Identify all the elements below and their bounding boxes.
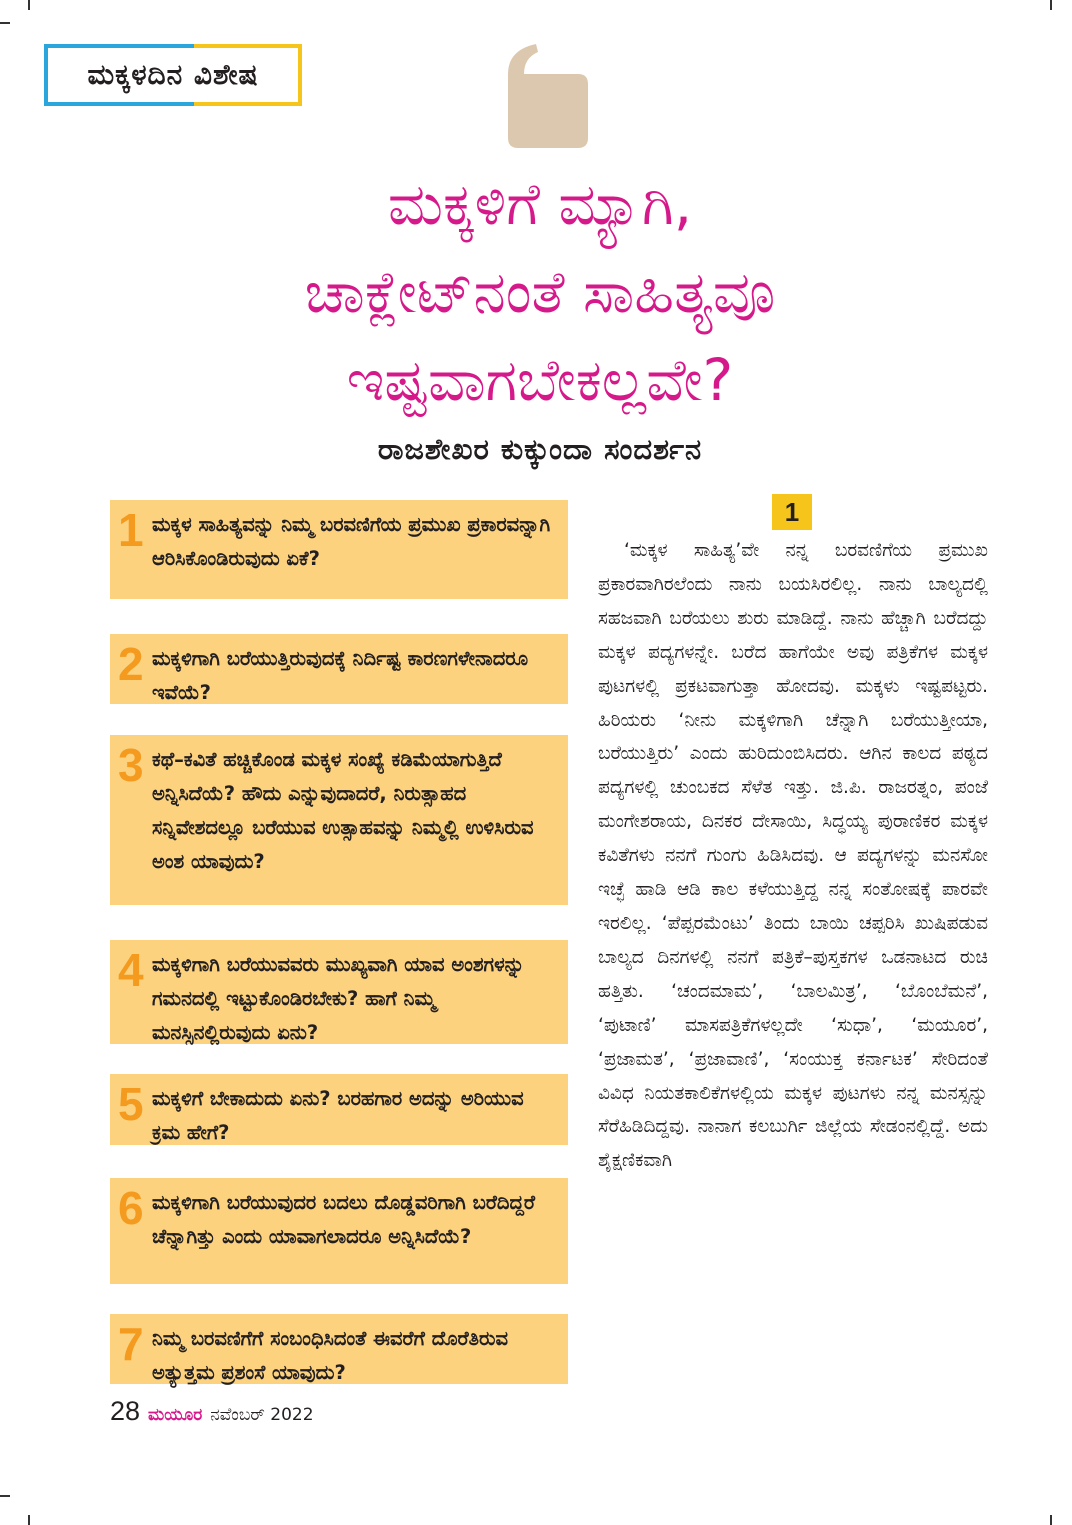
question-box [110, 940, 568, 1044]
question-number: 5 [118, 1078, 144, 1130]
question-number: 3 [118, 739, 144, 791]
question-box [110, 634, 568, 704]
question-number: 6 [118, 1182, 144, 1234]
question-text: ಕಥೆ–ಕವಿತೆ ಹಚ್ಚಿಕೊಂಡ ಮಕ್ಕಳ ಸಂಖ್ಯೆ ಕಡಿಮೆಯಾಗುತ್ತಿದೆ ಅನ್ನಿಸಿದೆಯೆ? ಹೌದು ಎನ್ನುವುದಾದರೆ, ನಿರುತ್ಸಾಹದ ಸನ್ನಿವೇಶದಲ್ಲೂ ಬರೆಯುವ ಉತ್ಸಾಹವನ್ನು ನಿಮ್ಮಲ್ಲಿ ಉಳಿಸಿರುವ ಅಂಶ ಯಾವುದು? [152, 748, 534, 873]
headline-line: ಚಾಕ್ಲೇಟ್‌ನಂತೆ ಸಾಹಿತ್ಯವೂ [304, 258, 776, 326]
question-number: 1 [118, 504, 144, 556]
byline: ರಾಜಶೇಖರ ಕುಕ್ಕುಂದಾ ಸಂದರ್ಶನ [377, 432, 703, 466]
crop-mark [1050, 1515, 1052, 1525]
answer-number-badge: 1 [772, 494, 812, 530]
headline-line: ಇಷ್ಟವಾಗಬೇಕಲ್ಲವೇ? [346, 346, 734, 414]
section-label: ಮಕ್ಕಳದಿನ ವಿಶೇಷ [87, 58, 259, 91]
crop-mark [0, 22, 10, 24]
page-number: 28 [110, 1396, 141, 1426]
question-box [110, 1178, 568, 1284]
crop-mark [0, 1495, 10, 1497]
issue-date: ನವೆಂಬರ್ 2022 [210, 1405, 314, 1425]
question-text: ಮಕ್ಕಳಿಗಾಗಿ ಬರೆಯುವುದರ ಬದಲು ದೊಡ್ಡವರಿಗಾಗಿ ಬರೆದಿದ್ದರೆ ಚೆನ್ನಾಗಿತ್ತು ಎಂದು ಯಾವಾಗಲಾದರೂ ಅನ್ನಿಸಿದೆಯೆ? [152, 1191, 535, 1248]
quote-mark-icon [508, 44, 588, 148]
question-box [110, 1074, 568, 1145]
crop-mark [28, 0, 30, 10]
magazine-name: ಮಯೂರ [148, 1405, 203, 1425]
question-box [110, 1314, 568, 1384]
question-box [110, 735, 568, 905]
section-badge [44, 44, 302, 106]
question-text: ಮಕ್ಕಳ ಸಾಹಿತ್ಯವನ್ನು ನಿಮ್ಮ ಬರವಣಿಗೆಯ ಪ್ರಮುಖ ಪ್ರಕಾರವನ್ನಾಗಿ ಆರಿಸಿಕೊಂಡಿರುವುದು ಏಕೆ? [152, 513, 551, 570]
question-text: ಮಕ್ಕಳಿಗೆ ಬೇಕಾದುದು ಏನು? ಬರಹಗಾರ ಅದನ್ನು ಅರಿಯುವ ಕ್ರಮ ಹೇಗೆ? [152, 1087, 524, 1144]
crop-mark [1050, 0, 1052, 10]
question-number: 7 [118, 1318, 144, 1370]
question-text: ಮಕ್ಕಳಿಗಾಗಿ ಬರೆಯುವವರು ಮುಖ್ಯವಾಗಿ ಯಾವ ಅಂಶಗಳನ್ನು ಗಮನದಲ್ಲಿ ಇಟ್ಟುಕೊಂಡಿರಬೇಕು? ಹಾಗೆ ನಿಮ್ಮ ಮನಸ್ಸಿನಲ್ಲಿರುವುದು ಏನು? [152, 953, 525, 1044]
answer-text: ‘ಮಕ್ಕಳ ಸಾಹಿತ್ಯ’ವೇ ನನ್ನ ಬರವಣಿಗೆಯ ಪ್ರಮುಖ ಪ್ರಕಾರವಾಗಿರಲೆಂದು ನಾನು ಬಯಸಿರಲಿಲ್ಲ. ನಾನು ಬಾಲ್ಯದಲ್ಲಿ ಸಹಜವಾಗಿ ಬರೆಯಲು ಶುರು ಮಾಡಿದ್ದೆ. ನಾನು ಹೆಚ್ಚಾಗಿ ಬರೆದದ್ದು ಮಕ್ಕಳ ಪದ್ಯಗಳನ್ನೇ. ಬರೆದ ಹಾಗೆಯೇ ಅವು ಪತ್ರಿಕೆಗಳ ಮಕ್ಕಳ ಪುಟಗಳಲ್ಲಿ ಪ್ರಕಟವಾಗುತ್ತಾ ಹೋದವು. ಮಕ್ಕಳು ಇಷ್ಟಪಟ್ಟರು. ಹಿರಿಯರು ‘ನೀನು ಮಕ್ಕಳಿಗಾಗಿ ಚೆನ್ನಾಗಿ ಬರೆಯುತ್ತೀಯಾ, ಬರೆಯುತ್ತಿರು’ ಎಂದು ಹುರಿದುಂಬಿಸಿದರು. ಆಗಿನ ಕಾಲದ ಪಠ್ಯದ ಪದ್ಯಗಳಲ್ಲಿ ಚುಂಬಕದ ಸೆಳೆತ ಇತ್ತು. ಜಿ.ಪಿ. ರಾಜರತ್ನಂ, ಪಂಜೆ ಮಂಗೇಶರಾಯ, ದಿನಕರ ದೇಸಾಯಿ, ಸಿದ್ಧಯ್ಯ ಪುರಾಣಿಕರ ಮಕ್ಕಳ ಕವಿತೆಗಳು ನನಗೆ ಗುಂಗು ಹಿಡಿಸಿದವು. ಆ ಪದ್ಯಗಳನ್ನು ಮನಸೋ ಇಚ್ಛೆ ಹಾಡಿ ಆಡಿ ಕಾಲ ಕಳೆಯುತ್ತಿದ್ದ ನನ್ನ ಸಂತೋಷಕ್ಕೆ ಪಾರವೇ ಇರಲಿಲ್ಲ. ‘ಪೆಪ್ಪರಮೆಂಟು’ ತಿಂದು ಬಾಯಿ ಚಪ್ಪರಿಸಿ ಖುಷಿಪಡುವ ಬಾಲ್ಯದ ದಿನಗಳಲ್ಲಿ ನನಗೆ ಪತ್ರಿಕೆ–ಪುಸ್ತಕಗಳ ಒಡನಾಟದ ರುಚಿ ಹತ್ತಿತು. ‘ಚಂದಮಾಮ’, ‘ಬಾಲಮಿತ್ರ’, ‘ಬೊಂಬೆಮನೆ’, ‘ಪುಟಾಣಿ’ ಮಾಸಪತ್ರಿಕೆಗಳಲ್ಲದೇ ‘ಸುಧಾ’, ‘ಮಯೂರ’, ‘ಪ್ರಜಾಮತ’, ‘ಪ್ರಜಾವಾಣಿ’, ‘ಸಂಯುಕ್ತ ಕರ್ನಾಟಕ’ ಸೇರಿದಂತೆ ವಿವಿಧ ನಿಯತಕಾಲಿಕೆಗಳಲ್ಲಿಯ ಮಕ್ಕಳ ಪುಟಗಳು ನನ್ನ ಮನಸ್ಸನ್ನು ಸೆರೆಹಿಡಿದಿದ್ದವು. ನಾನಾಗ ಕಲಬುರ್ಗಿ ಜಿಲ್ಲೆಯ ಸೇಡಂನಲ್ಲಿದ್ದೆ. ಅದು ಶೈಕ್ಷಣಿಕವಾಗಿ [598, 540, 988, 1172]
question-number: 2 [118, 638, 144, 690]
crop-mark [28, 1515, 30, 1525]
question-text: ಮಕ್ಕಳಿಗಾಗಿ ಬರೆಯುತ್ತಿರುವುದಕ್ಕೆ ನಿರ್ದಿಷ್ಟ ಕಾರಣಗಳೇನಾದರೂ ಇವೆಯೆ? [152, 647, 529, 704]
question-box [110, 500, 568, 599]
headline-line: ಮಕ್ಕಳಿಗೆ ಮ್ಯಾಗಿ, [387, 170, 693, 238]
headline [150, 160, 930, 424]
page-footer [110, 1396, 314, 1427]
question-text: ನಿಮ್ಮ ಬರವಣಿಗೆಗೆ ಸಂಬಂಧಿಸಿದಂತೆ ಈವರೆಗೆ ದೊರೆತಿರುವ ಅತ್ಯುತ್ತಮ ಪ್ರಶಂಸೆ ಯಾವುದು? [152, 1327, 508, 1384]
question-number: 4 [118, 944, 144, 996]
